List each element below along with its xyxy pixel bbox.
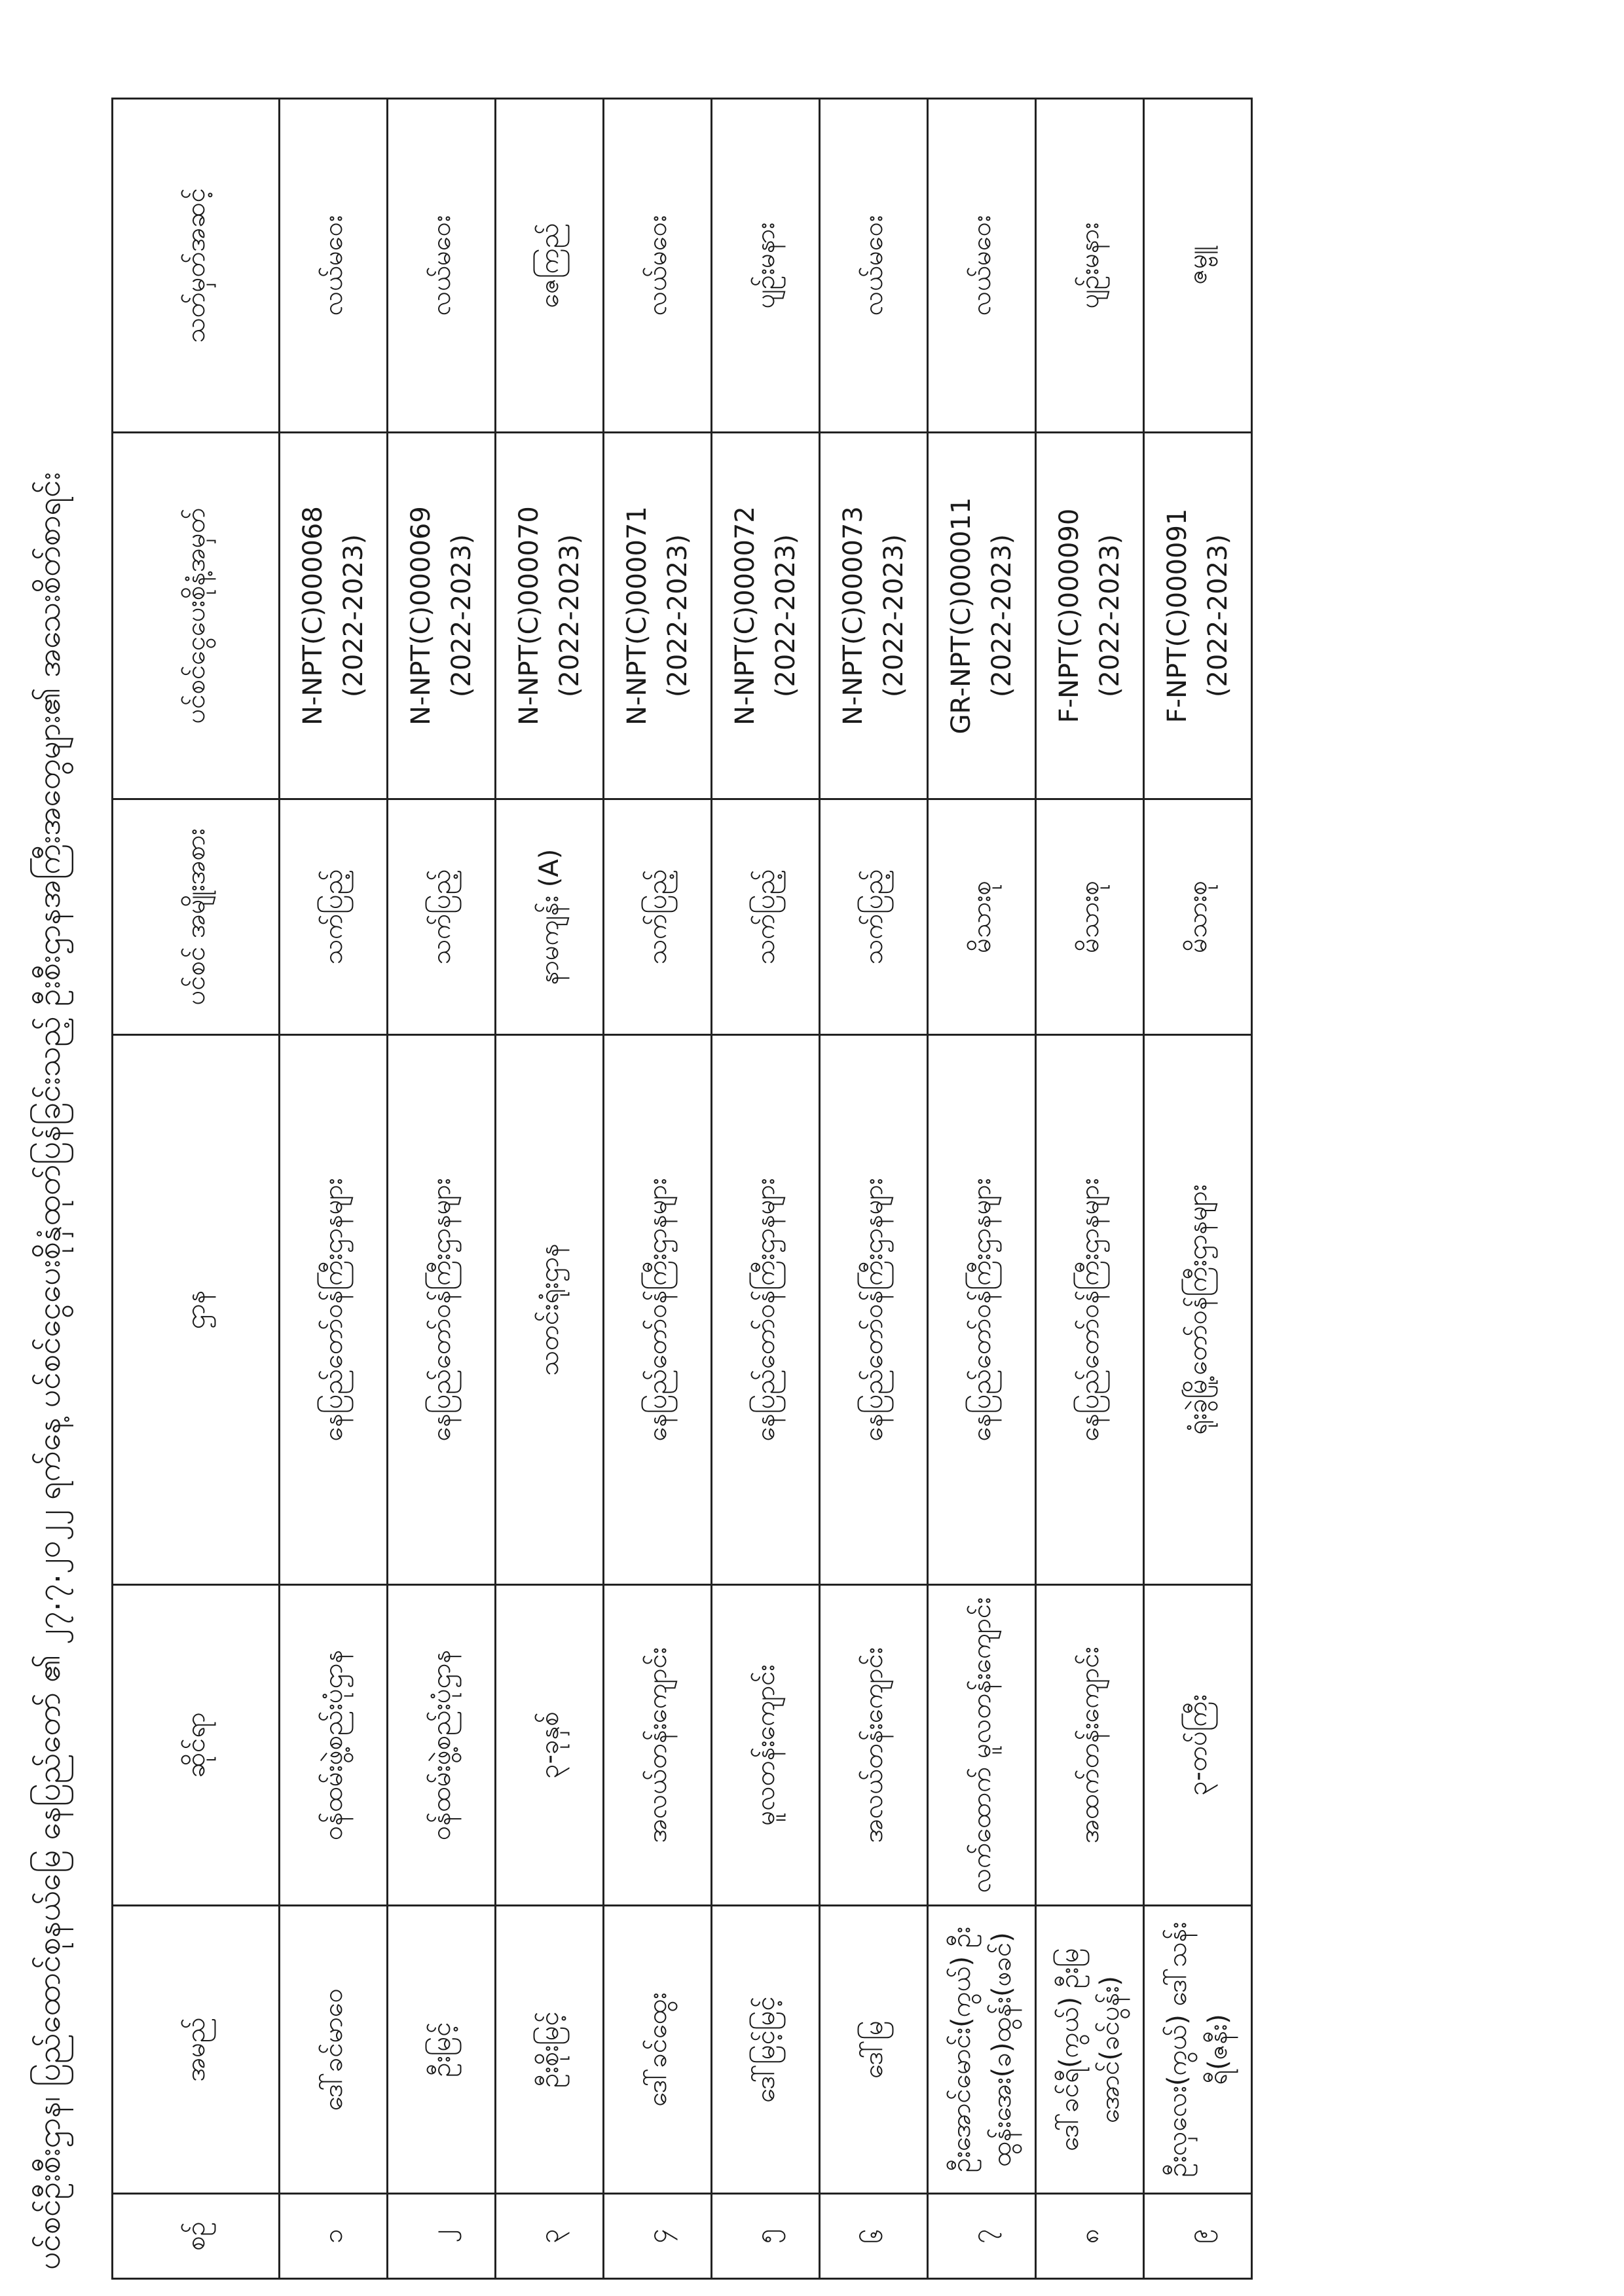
cell-no: ၄ (604, 2194, 712, 2279)
cell-location: နေပြည်တော်ဝန်ကြီးဌာနများ (388, 1035, 496, 1585)
license-line: (2022-2023) (663, 534, 693, 698)
table-row (496, 99, 604, 2279)
cell-type: သက်ပြည့် (712, 799, 820, 1035)
license-line: (2022-2023) (771, 534, 801, 698)
table-row (928, 99, 1036, 2279)
cell-name: ဒေါ်မြ (820, 1906, 928, 2194)
cell-name: ဦးမြင့် (388, 1906, 496, 2194)
table-header-row (113, 99, 280, 2279)
header-type: ပင်စင် အမျိုးအစား (113, 799, 280, 1035)
cell-type: မိသားစု (1036, 799, 1144, 1035)
cell-location: သတင်းရုံးဌာန (496, 1035, 604, 1585)
cell-type: သက်ပြည့် (280, 799, 388, 1035)
cell-no: ၇ (928, 2194, 1036, 2279)
cell-address: ဝန်ထမ်းဖွဲ့စည်းပုံဌာန (388, 1585, 496, 1906)
table-body (280, 99, 1252, 2279)
license-line: N-NPT(C)000070 (514, 506, 544, 725)
cell-location: နေပြည်တော်ဝန်ကြီးဌာနများ (712, 1035, 820, 1585)
cell-location: နေပြည်တော်ဝန်ကြီးဌာနများ (280, 1035, 388, 1585)
cell-type: မိသားစု (928, 799, 1036, 1035)
cell-type: သက်ပြည့် (820, 799, 928, 1035)
header-address: ဆိုင်ရာ (113, 1585, 280, 1906)
cell-no: ၆ (820, 2194, 928, 2279)
cell-no: ၃ (496, 2194, 604, 2279)
cell-address: အထက်တန်းကျောင်း (1036, 1585, 1144, 1906)
table-row (388, 99, 496, 2279)
table-row (1144, 99, 1252, 2279)
cell-no: ၅ (712, 2194, 820, 2279)
header-location: ဌာန (113, 1035, 280, 1585)
license-line: N-NPT(C)000072 (730, 506, 760, 725)
cell-location: နေပြည်တော်ဝန်ကြီးဌာနများ (604, 1035, 712, 1585)
header-remark: သတ်မှတ်အဆင့် (113, 99, 280, 433)
cell-no: ၈ (1036, 2194, 1144, 2279)
cell-address: လက်ထောက် မူလတန်းကျောင်း (928, 1585, 1036, 1906)
table-row (1036, 99, 1144, 2279)
cell-type: မိသားစု (1144, 799, 1252, 1035)
cell-license (820, 433, 928, 799)
cell-remark: လယ်မဝေး (820, 99, 928, 433)
license-line: (2022-2023) (987, 534, 1017, 698)
license-line: (2022-2023) (447, 534, 477, 698)
cell-remark: ပျဉ်းမနား (1036, 99, 1144, 433)
cell-name: ဒေါ်ခင်ထွေး (604, 1906, 712, 2194)
license-line: N-NPT(C)000071 (622, 506, 652, 725)
cell-remark: ဇေကြည် (496, 99, 604, 433)
license-line: N-NPT(C)000068 (298, 506, 328, 725)
pension-table (111, 98, 1253, 2280)
cell-license (604, 433, 712, 799)
cell-no: ၉ (1144, 2194, 1252, 2279)
header-no: စဉ် (113, 2194, 280, 2279)
license-line: GR-NPT(C)000011 (946, 497, 976, 735)
table-row (280, 99, 388, 2279)
cell-license (496, 433, 604, 799)
license-line: F-NPT(C)000090 (1054, 508, 1084, 723)
table-row (604, 99, 712, 2279)
header-name: အမည် (113, 1906, 280, 2194)
cell-name: ဒေါ်ခင်မာဝေ (280, 1906, 388, 2194)
cell-license (928, 433, 1036, 799)
license-line: (2022-2023) (555, 534, 585, 698)
cell-license (712, 433, 820, 799)
table-row (712, 99, 820, 2279)
cell-type: နာမကျန်း (A) (496, 799, 604, 1035)
cell-name: ဦးအောင်မောင်း(ကွယ်) ဦးထွန်းအေး(ခ)ထွန်း(ဖခင်) (928, 1906, 1036, 2194)
license-line: N-NPT(C)000069 (406, 506, 436, 725)
header-license: ပင်စင်ငွေပေးစိုနံ့အမှတ် (113, 433, 280, 799)
cell-name: ဒေါ်ခင်ရီ(ကွယ်) ဦးမြအောင်(ခင်ပွန်း) (1036, 1906, 1144, 2194)
cell-location: နေပြည်တော်ဝန်ကြီးဌာနများ (928, 1035, 1036, 1585)
cell-address: မူလတန်းကျောင်း (712, 1585, 820, 1906)
cell-address: အလယ်တန်းကျောင်း (604, 1585, 712, 1906)
cell-no: ၁ (280, 2194, 388, 2279)
license-line: (2022-2023) (339, 534, 369, 698)
cell-remark: လယ်မဝေး (604, 99, 712, 433)
cell-remark: လယ်မဝေး (928, 99, 1036, 433)
table-row (820, 99, 928, 2279)
cell-location: နေပြည်တော်ဝန်ကြီးဌာနများ (1036, 1035, 1144, 1585)
cell-license (1036, 433, 1144, 799)
cell-no: ၂ (388, 2194, 496, 2279)
cell-name: ဦးလှလေး(ကွယ်) ဒေါ်သန်းရီ(ဇနီး) (1144, 1906, 1252, 2194)
cell-address: ၃-ခုနှစ် (496, 1585, 604, 1906)
license-line: F-NPT(C)000091 (1162, 508, 1192, 723)
license-line: (2022-2023) (1095, 534, 1125, 698)
cell-type: သက်ပြည့် (604, 799, 712, 1035)
license-line: N-NPT(C)000073 (838, 506, 868, 725)
cell-remark: လယ်မဝေး (388, 99, 496, 433)
cell-remark: ပျဉ်းမနား (712, 99, 820, 433)
cell-address: အလယ်တန်းကျောင်း (820, 1585, 928, 1906)
cell-name: ဦးစိုးမြင့် (496, 1906, 604, 2194)
cell-name: ဒေါ်မြင့်မြင့် (712, 1906, 820, 2194)
license-line: (2022-2023) (879, 534, 909, 698)
license-line: (2022-2023) (1203, 534, 1233, 698)
cell-type: သက်ပြည့် (388, 799, 496, 1035)
cell-license (1144, 433, 1252, 799)
cell-location: နေပြည်တော်ဝန်ကြီးဌာနများ (820, 1035, 928, 1585)
cell-remark: ဇမ္ဗူ (1144, 99, 1252, 433)
cell-location: ရုံးခွဲမြို့တော်ဝန်ကြီးဌာနများ (1144, 1035, 1252, 1585)
cell-remark: လယ်မဝေး (280, 99, 388, 433)
cell-address: ဝန်ထမ်းဖွဲ့စည်းပုံဌာန (280, 1585, 388, 1906)
document-title: ပင်စင်ဦးစီးဌာန၊ ပြည်ထောင်စုနယ်မြေ နေပြည်တော် ၏ ၂၇.၇.၂၀၂၂ ရက်နေ့ ပင်စင်ငွေပေးစိုနှံထုတ်ပြန်ခြင်းသည့် ဦးစီးဌာနအကြီးအတွေများ၏ အသေးစိတ်စာရင်း (31, 472, 67, 2270)
cell-license (388, 433, 496, 799)
cell-address: ၃-တပ်ကြီး (1144, 1585, 1252, 1906)
cell-license (280, 433, 388, 799)
